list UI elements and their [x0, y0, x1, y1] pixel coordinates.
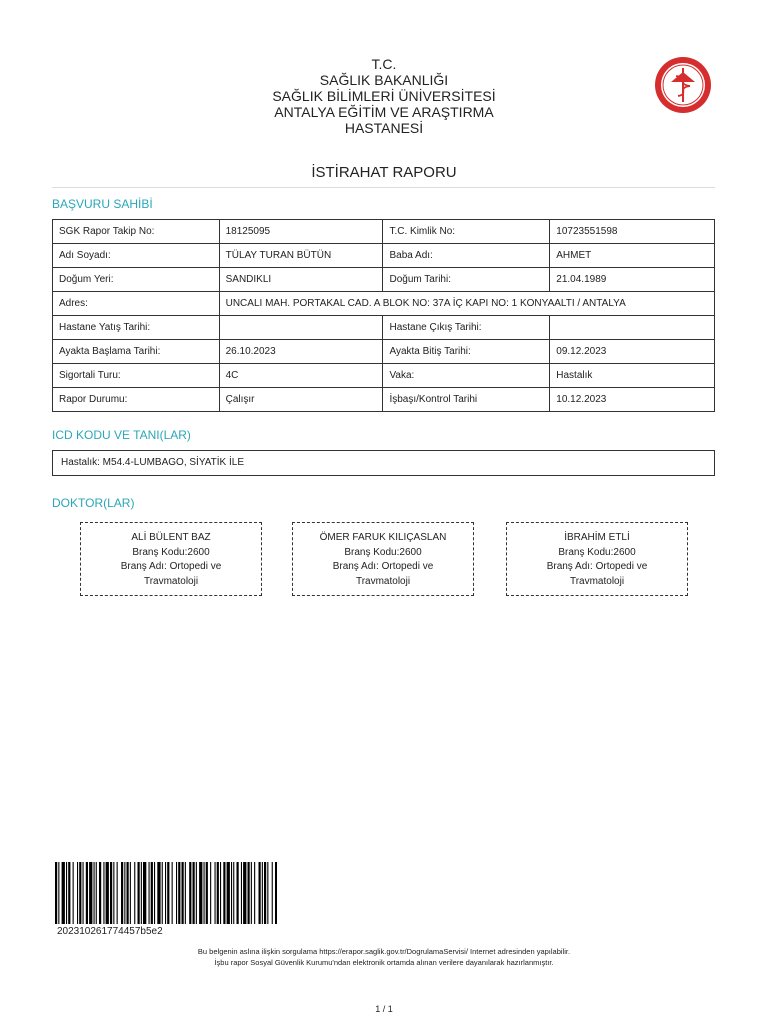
document-header	[0, 56, 768, 136]
cell-label: T.C. Kimlik No:	[383, 220, 550, 244]
doctor-name: ALİ BÜLENT BAZ	[131, 532, 211, 543]
cell-label: SGK Rapor Takip No:	[53, 220, 220, 244]
title-divider	[52, 187, 715, 188]
cell-value: 09.12.2023	[550, 340, 715, 364]
cell-label: Doğum Yeri:	[53, 268, 220, 292]
cell-label: İşbaşı/Kontrol Tarihi	[383, 388, 550, 412]
footer-note	[0, 946, 768, 968]
cell-label: Rapor Durumu:	[53, 388, 220, 412]
cell-value: TÜLAY TURAN BÜTÜN	[219, 244, 383, 268]
doctor-branch-name: Branş Adı: Ortopedi ve	[546, 561, 648, 572]
cell-label: Adres:	[53, 292, 220, 316]
page-number: 1 / 1	[375, 1004, 393, 1014]
cell-value: 18125095	[219, 220, 383, 244]
doctor-name: İBRAHİM ETLİ	[564, 532, 630, 543]
header-line-university: SAĞLIK BİLİMLERİ ÜNİVERSİTESİ	[272, 88, 496, 104]
header-line-ministry: SAĞLIK BAKANLIĞI	[319, 72, 449, 88]
cell-value: 21.04.1989	[550, 268, 715, 292]
doctors-section-title: DOKTOR(LAR)	[52, 496, 135, 510]
doctor-branch-name-cont: Travmatoloji	[355, 575, 411, 587]
diagnosis-box: Hastalık: M54.4-LUMBAGO, SİYATİK İLE	[52, 450, 715, 476]
cell-value: 4C	[219, 364, 383, 388]
cell-label: Baba Adı:	[383, 244, 550, 268]
barcode-icon	[55, 862, 277, 924]
barcode-number: 202310261774457b5e2	[57, 926, 163, 937]
doctor-branch-code: Branş Kodu:2600	[344, 546, 422, 558]
icd-section-title: ICD KODU VE TANI(LAR)	[52, 428, 191, 442]
cell-label: Hastane Yatış Tarihi:	[53, 316, 220, 340]
table-row	[53, 316, 715, 340]
header-line-tc: T.C.	[371, 56, 397, 72]
cell-value-address: UNCALI MAH. PORTAKAL CAD. A BLOK NO: 37A İÇ KAPI NO: 1 KONYAALTI / ANTALYA	[219, 292, 714, 316]
doctor-card	[292, 522, 474, 596]
document-title: İSTİRAHAT RAPORU	[311, 164, 457, 181]
applicant-section-title: BAŞVURU SAHİBİ	[52, 197, 153, 211]
doctor-branch-code: Branş Kodu:2600	[132, 546, 210, 558]
cell-label: Vaka:	[383, 364, 550, 388]
doctor-branch-name-cont: Travmatoloji	[143, 575, 199, 587]
table-row	[53, 268, 715, 292]
table-row	[53, 388, 715, 412]
doctor-name: ÖMER FARUK KILIÇASLAN	[319, 532, 447, 543]
table-row	[53, 244, 715, 268]
footer-line-sgk: İşbu rapor Sosyal Güvenlik Kurumu'ndan elektronik ortamda alınan verilere dayanılarak hazırlanmıştır.	[214, 958, 554, 967]
table-row	[53, 292, 715, 316]
doctor-card	[506, 522, 688, 596]
cell-value: Çalışır	[219, 388, 383, 412]
table-row	[53, 364, 715, 388]
doctor-branch-name: Branş Adı: Ortopedi ve	[120, 561, 222, 572]
doctor-branch-name: Branş Adı: Ortopedi ve	[332, 561, 434, 572]
header-line-hospital-1: ANTALYA EĞİTİM VE ARAŞTIRMA	[274, 104, 494, 120]
header-line-hospital-2: HASTANESİ	[344, 120, 424, 136]
cell-value: AHMET	[550, 244, 715, 268]
cell-label: Doğum Tarihi:	[383, 268, 550, 292]
table-row	[53, 220, 715, 244]
doctor-branch-name-cont: Travmatoloji	[569, 575, 625, 587]
cell-value: 10723551598	[550, 220, 715, 244]
cell-label: Adı Soyadı:	[53, 244, 220, 268]
cell-value: SANDIKLI	[219, 268, 383, 292]
ministry-of-health-seal-icon	[654, 56, 712, 114]
applicant-table	[52, 219, 715, 412]
cell-value: Hastalık	[550, 364, 715, 388]
cell-value	[550, 316, 715, 340]
cell-label: Ayakta Başlama Tarihi:	[53, 340, 220, 364]
footer-line-verification: Bu belgenin aslına ilişkin sorgulama https://erapor.saglik.gov.tr/DogrulamaServisi/ Internet adresinden yapılabilir.	[197, 947, 571, 956]
cell-value: 26.10.2023	[219, 340, 383, 364]
cell-value	[219, 316, 383, 340]
cell-label: Hastane Çıkış Tarihi:	[383, 316, 550, 340]
cell-label: Sigortali Turu:	[53, 364, 220, 388]
doctor-branch-code: Branş Kodu:2600	[558, 546, 636, 558]
table-row	[53, 340, 715, 364]
cell-value: 10.12.2023	[550, 388, 715, 412]
doctor-card	[80, 522, 262, 596]
cell-label: Ayakta Bitiş Tarihi:	[383, 340, 550, 364]
